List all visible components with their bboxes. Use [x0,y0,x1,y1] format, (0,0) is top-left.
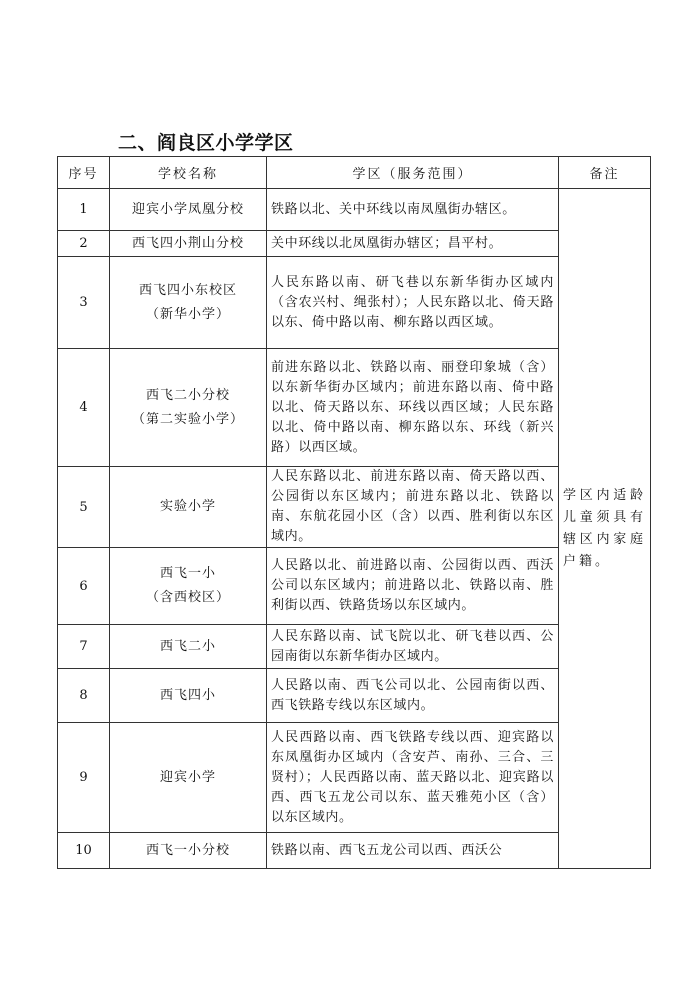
row-number: 7 [58,625,110,669]
district-range: 铁路以北、关中环线以南凤凰街办辖区。 [267,189,559,231]
district-range: 铁路以南、西飞五龙公司以西、西沃公 [267,833,559,869]
school-name: 实验小学 [110,467,267,548]
school-name: 西飞一小分校 [110,833,267,869]
section-heading: 二、阎良区小学学区 [118,132,294,154]
school-name: 迎宾小学 [110,723,267,833]
district-range: 前进东路以北、铁路以南、丽登印象城（含）以东新华街办区域内；前进东路以南、倚中路以北、倚天路以东、环线以西区域；人民东路以北、倚中路以南、柳东路以东、环线（新兴路）以西区域。 [267,349,559,467]
district-range: 人民东路以北、前进东路以南、倚天路以西、公园街以东区域内；前进东路以北、铁路以南、东航花园小区（含）以西、胜利街以东区域内。 [267,467,559,548]
header-remark: 备注 [559,157,651,189]
school-name: 西飞二小分校 （第二实验小学） [110,349,267,467]
table-header-row [58,157,651,189]
school-name: 迎宾小学凤凰分校 [110,189,267,231]
header-school: 学校名称 [110,157,267,189]
row-number: 1 [58,189,110,231]
row-number: 4 [58,349,110,467]
district-range: 人民西路以南、西飞铁路专线以西、迎宾路以东凤凰街办区域内（含安芦、南孙、三合、三贤村）；人民西路以南、蓝天路以北、迎宾路以西、西飞五龙公司以东、蓝天雅苑小区（含）以东区域内。 [267,723,559,833]
district-range: 人民路以南、西飞公司以北、公园南街以西、西飞铁路专线以东区域内。 [267,669,559,723]
row-number: 9 [58,723,110,833]
school-name: 西飞一小 （含西校区） [110,548,267,625]
row-number: 2 [58,231,110,257]
row-number: 3 [58,257,110,349]
header-range: 学区（服务范围） [267,157,559,189]
header-seq: 序号 [58,157,110,189]
table-row [58,189,651,231]
district-range: 人民路以北、前进路以南、公园街以西、西沃公司以东区域内；前进路以北、铁路以南、胜利街以西、铁路货场以东区域内。 [267,548,559,625]
school-name: 西飞四小荆山分校 [110,231,267,257]
row-number: 5 [58,467,110,548]
row-number: 6 [58,548,110,625]
district-range: 关中环线以北凤凰街办辖区；昌平村。 [267,231,559,257]
remark-cell: 学区内适龄儿童须具有辖区内家庭户籍。 [559,189,651,869]
row-number: 8 [58,669,110,723]
school-name: 西飞四小 [110,669,267,723]
district-range: 人民东路以南、研飞巷以东新华街办区域内（含农兴村、绳张村）；人民东路以北、倚天路以东、倚中路以南、柳东路以西区域。 [267,257,559,349]
school-district-table [57,156,651,869]
row-number: 10 [58,833,110,869]
district-range: 人民东路以南、试飞院以北、研飞巷以西、公园南街以东新华街办区域内。 [267,625,559,669]
school-name: 西飞二小 [110,625,267,669]
school-name: 西飞四小东校区 （新华小学） [110,257,267,349]
